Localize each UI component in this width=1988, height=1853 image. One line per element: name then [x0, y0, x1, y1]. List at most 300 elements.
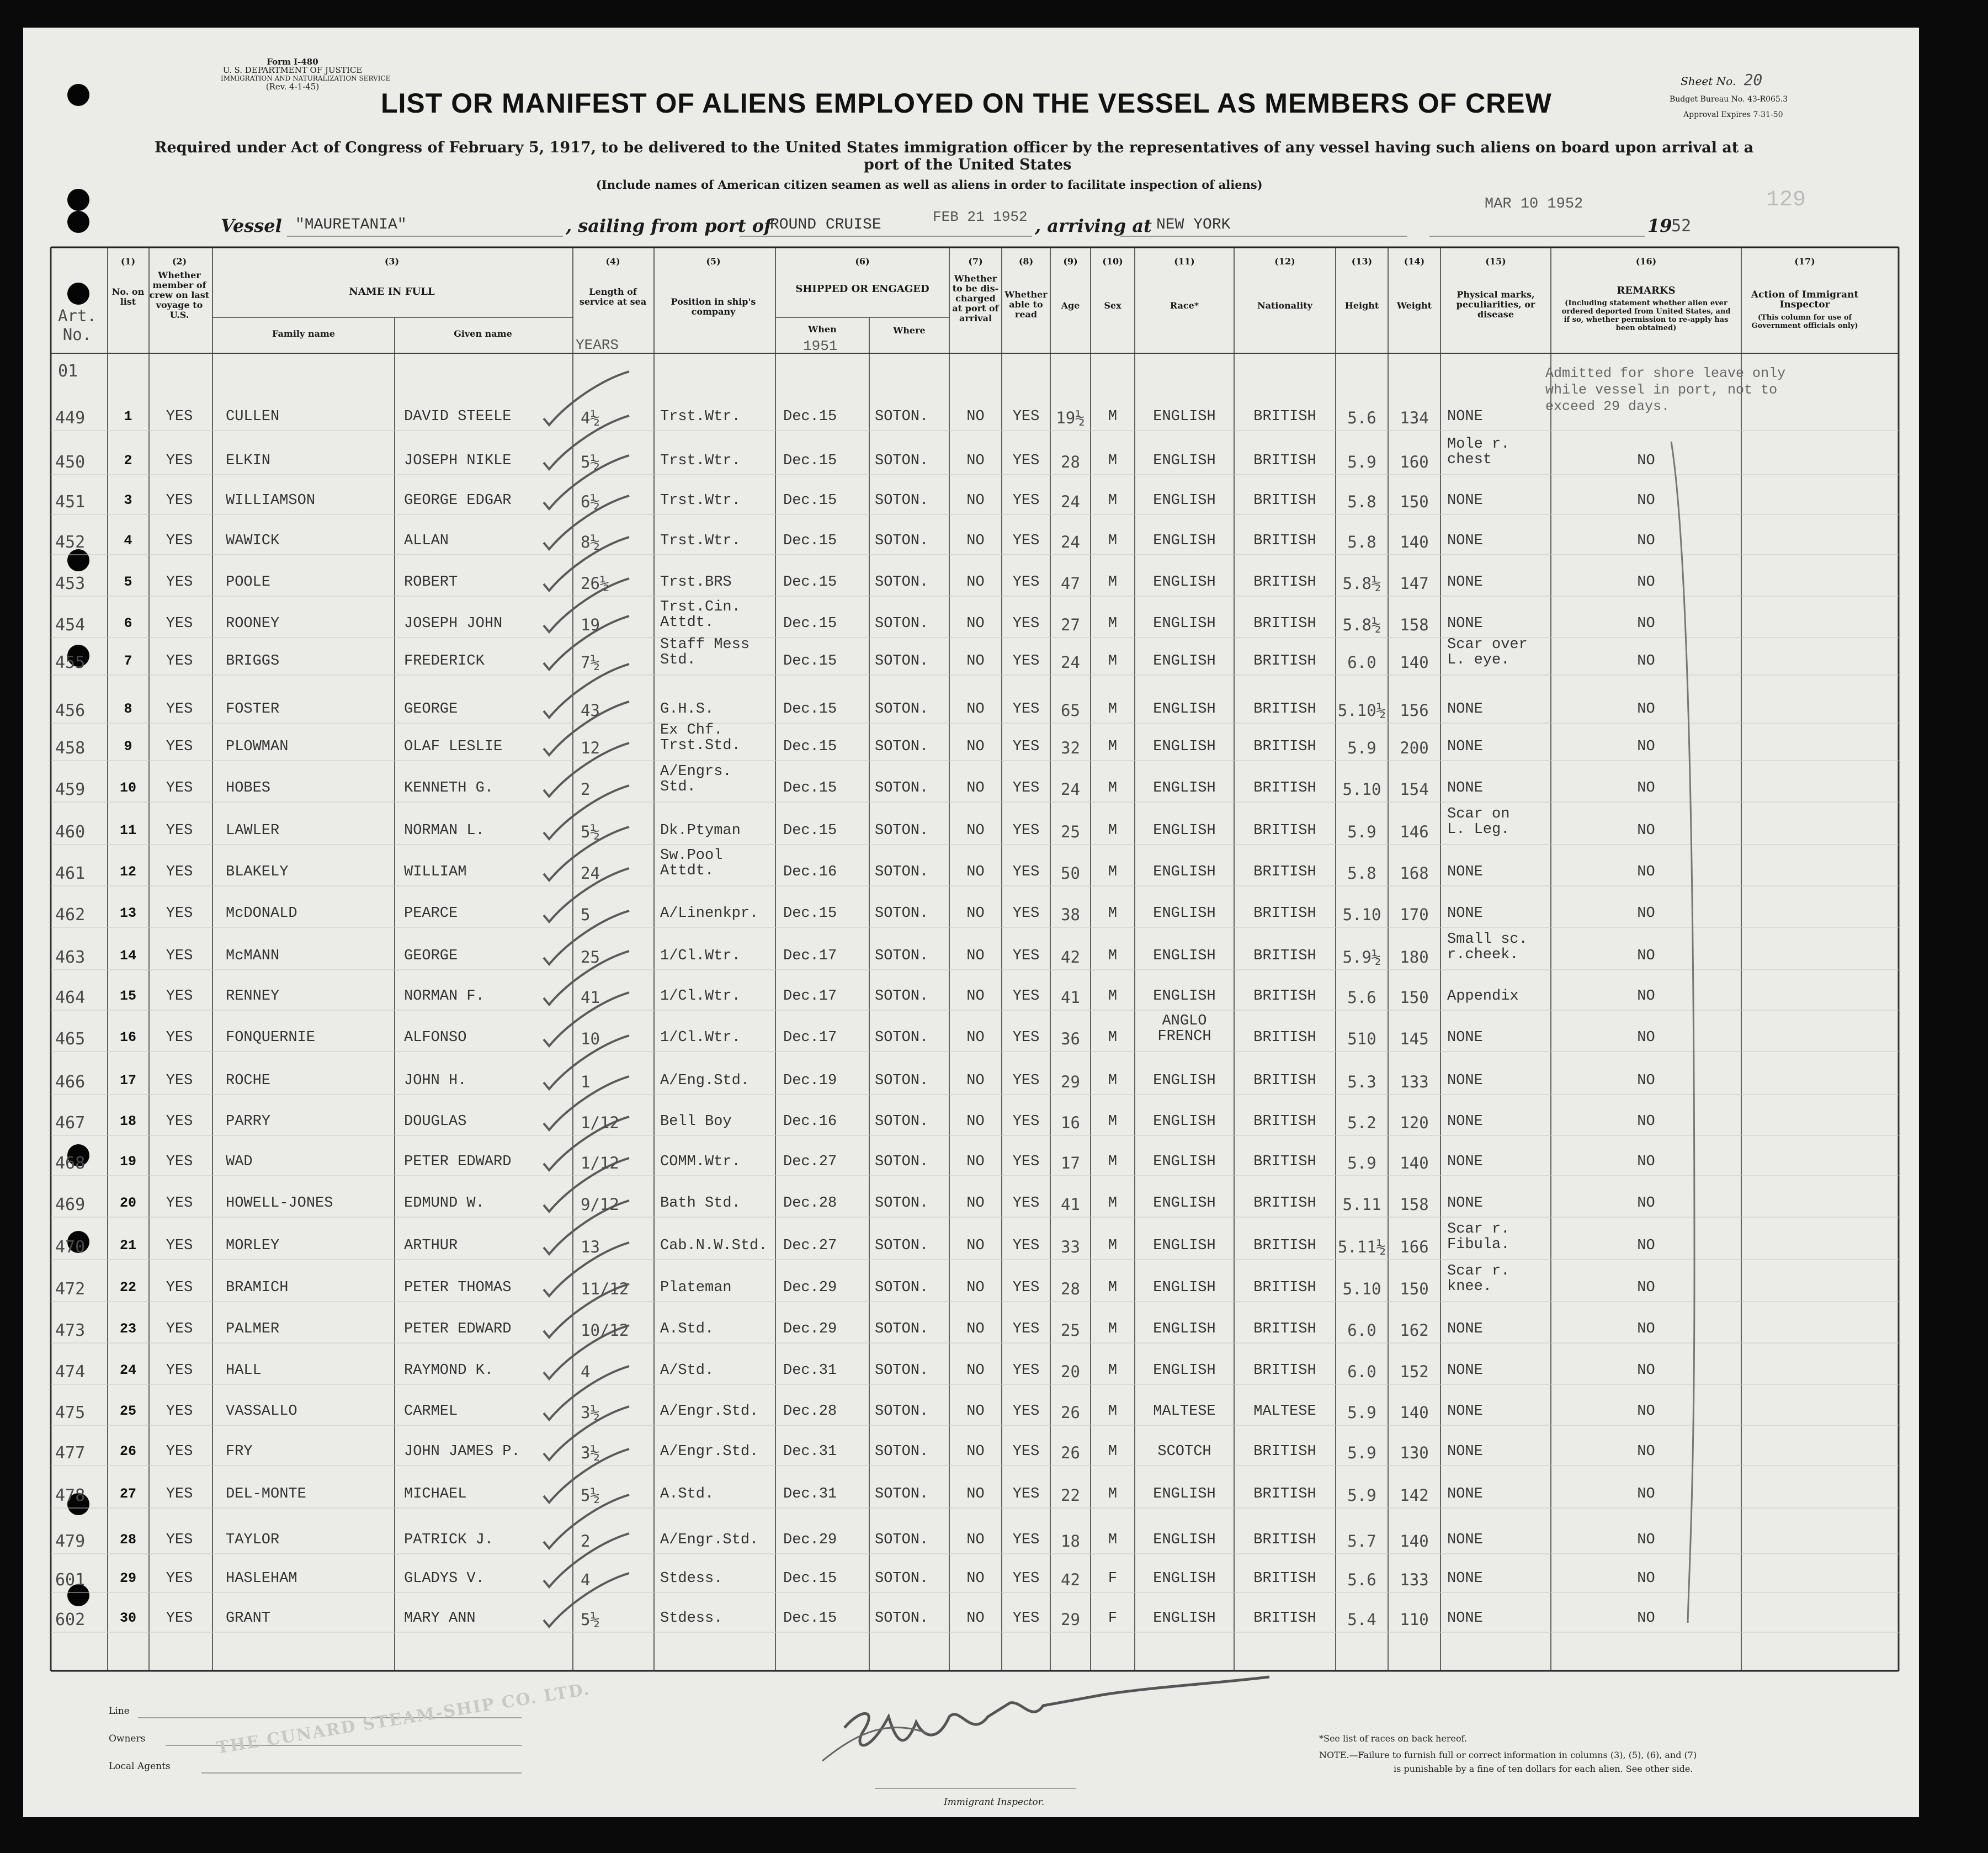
cell-nat: BRITISH: [1253, 653, 1316, 670]
cell-disch: NO: [966, 1238, 985, 1254]
cell-family: PLOWMAN: [226, 739, 289, 755]
cell-disch: NO: [966, 1279, 985, 1296]
cell-age: 42: [1061, 948, 1080, 967]
cell-race: ENGLISH: [1153, 822, 1216, 839]
cell-marks: NONE: [1447, 1154, 1483, 1170]
cell-years: 5: [581, 905, 591, 924]
cell-nat: BRITISH: [1253, 533, 1316, 549]
cell-height: 5.11½: [1337, 1238, 1386, 1256]
remarks-note-line-1: Admitted for shore leave only: [1545, 365, 1786, 381]
cell-age: 25: [1061, 822, 1080, 841]
cell-remarks: NO: [1637, 948, 1655, 964]
cell-years: 12: [581, 739, 600, 757]
cell-read: YES: [1012, 822, 1040, 839]
cell-years: 5½: [581, 822, 600, 841]
header-where: Where: [893, 325, 926, 336]
cell-position: Cab.N.W.Std.: [660, 1238, 768, 1254]
cell-race: ENGLISH: [1153, 1195, 1216, 1212]
cell-marks: NONE: [1447, 574, 1483, 591]
year-value: 52: [1671, 216, 1692, 236]
cell-position: 1/Cl.Wtr.: [660, 988, 741, 1005]
cell-family: ROCHE: [226, 1072, 271, 1089]
cell-remarks: NO: [1637, 615, 1655, 632]
cell-family: McMANN: [226, 948, 280, 964]
header-col10-number: (10): [1102, 256, 1123, 267]
cell-crew: YES: [166, 533, 193, 549]
cell-race: ENGLISH: [1153, 988, 1216, 1005]
cell-where: SOTON.: [875, 822, 929, 839]
cell-family: BRAMICH: [226, 1279, 289, 1296]
cell-read: YES: [1012, 1029, 1040, 1046]
cell-sex: M: [1108, 1362, 1118, 1379]
cell-read: YES: [1012, 701, 1040, 718]
cell-crew: YES: [166, 408, 193, 425]
cell-read: YES: [1012, 1279, 1040, 1296]
page-title: LIST OR MANIFEST OF ALIENS EMPLOYED ON THE VESSEL AS MEMBERS OF CREW: [381, 88, 1552, 119]
cell-given: MICHAEL: [404, 1486, 467, 1502]
cell-marks: NONE: [1447, 1321, 1483, 1337]
header-col9: Age: [1061, 300, 1080, 311]
cell-given: ALFONSO: [404, 1029, 467, 1046]
cell-read: YES: [1012, 1195, 1040, 1212]
cell-height: 5.9: [1347, 1443, 1376, 1462]
cell-when: Dec.16: [783, 864, 837, 880]
cell-years: 3½: [581, 1443, 600, 1462]
cell-when: Dec.15: [783, 822, 837, 839]
cell-given: MARY ANN: [404, 1610, 476, 1627]
cell-age: 18: [1061, 1532, 1080, 1551]
cell-given: OLAF LESLIE: [404, 739, 503, 755]
cell-family: ELKIN: [226, 453, 271, 469]
cell-crew: YES: [166, 1154, 193, 1170]
cell-when: Dec.15: [783, 905, 837, 922]
cell-crew: YES: [166, 988, 193, 1005]
cell-height: 5.11: [1342, 1195, 1381, 1214]
cell-nat: BRITISH: [1253, 1486, 1316, 1502]
cell-where: SOTON.: [875, 533, 929, 549]
cell-years: 4: [581, 1570, 591, 1589]
cell-sex: M: [1108, 864, 1118, 880]
cell-disch: NO: [966, 822, 985, 839]
cell-disch: NO: [966, 574, 985, 591]
cell-disch: NO: [966, 1195, 985, 1212]
cell-marks: NONE: [1447, 1029, 1483, 1046]
cell-disch: NO: [966, 492, 985, 509]
cell-sex: M: [1108, 1154, 1118, 1170]
cell-position-line2: Attdt.: [660, 863, 714, 879]
cell-position: A/Std.: [660, 1362, 714, 1379]
cell-art: 459: [55, 780, 86, 799]
cell-position: Trst.Wtr.: [660, 453, 741, 469]
cell-no: 29: [119, 1570, 136, 1586]
cell-art: 452: [55, 533, 86, 552]
arrival-port: NEW YORK: [1156, 216, 1231, 233]
cell-weight: 158: [1400, 615, 1429, 634]
cell-sex: M: [1108, 1321, 1118, 1337]
year-label: 19: [1647, 215, 1672, 236]
cell-no: 3: [124, 492, 132, 508]
cell-art: 478: [55, 1486, 86, 1505]
header-col3-number: (3): [384, 256, 400, 267]
art-prefix: 01: [58, 362, 78, 381]
footer-note-2: NOTE.—Failure to furnish full or correct information in columns (3), (5), (6), and (7): [1319, 1750, 1697, 1760]
cell-race: ENGLISH: [1153, 408, 1216, 425]
cell-disch: NO: [966, 864, 985, 880]
cell-race: ENGLISH: [1153, 453, 1216, 469]
cell-weight: 140: [1400, 1154, 1429, 1172]
cell-art: 601: [55, 1570, 86, 1590]
cell-height: 5.9: [1347, 739, 1376, 757]
cell-position: Trst.Wtr.: [660, 408, 741, 425]
cell-height: 5.7: [1347, 1532, 1376, 1551]
arrival-date-stamp: MAR 10 1952: [1485, 196, 1583, 213]
cell-position: Staff Mess: [660, 636, 750, 653]
header-col8-number: (8): [1018, 256, 1034, 267]
vessel-label: Vessel: [221, 215, 282, 236]
cell-years: 26½: [581, 574, 610, 593]
cell-family: FRY: [226, 1443, 253, 1460]
cell-where: SOTON.: [875, 1029, 929, 1046]
cell-crew: YES: [166, 1195, 193, 1212]
cell-marks: NONE: [1447, 492, 1483, 509]
cell-remarks: NO: [1637, 739, 1655, 755]
cell-when: Dec.16: [783, 1113, 837, 1130]
cell-years: 6½: [581, 492, 600, 511]
cell-art: 468: [55, 1154, 86, 1173]
header-col13-number: (13): [1351, 256, 1373, 267]
cell-when: Dec.17: [783, 988, 837, 1005]
cell-disch: NO: [966, 780, 985, 797]
sheet-number: 20: [1744, 71, 1763, 89]
cell-marks: NONE: [1447, 1610, 1483, 1627]
cell-race: ENGLISH: [1153, 615, 1216, 632]
cell-remarks: NO: [1637, 822, 1655, 839]
cell-disch: NO: [966, 1610, 985, 1627]
cell-crew: YES: [166, 1321, 193, 1337]
cell-years: 41: [581, 988, 600, 1007]
cell-given: CARMEL: [404, 1403, 458, 1420]
cell-age: 50: [1061, 864, 1080, 883]
cell-when: Dec.31: [783, 1486, 837, 1502]
cell-age: 65: [1061, 701, 1080, 720]
budget-bureau-no: Budget Bureau No. 43-R065.3: [1670, 95, 1788, 104]
cell-sex: M: [1108, 739, 1118, 755]
cell-age: 29: [1061, 1610, 1080, 1629]
cell-family: GRANT: [226, 1610, 271, 1627]
cell-age: 26: [1061, 1403, 1080, 1422]
cell-race: ENGLISH: [1153, 1532, 1216, 1548]
cell-when: Dec.28: [783, 1403, 837, 1420]
header-col8: Whether able to read: [1004, 289, 1048, 320]
cell-art: 461: [55, 864, 86, 883]
cell-when: Dec.15: [783, 1610, 837, 1627]
cell-no: 11: [119, 822, 136, 838]
cell-marks: NONE: [1447, 1403, 1483, 1420]
cell-years: 8½: [581, 533, 600, 551]
cell-position: 1/Cl.Wtr.: [660, 1029, 741, 1046]
remarks-note-line-2: while vessel in port, not to: [1545, 382, 1778, 398]
cell-height: 5.4: [1347, 1610, 1376, 1629]
form-revision: (Rev. 4-1-45): [265, 82, 320, 92]
cell-marks: NONE: [1447, 1486, 1483, 1502]
cell-marks-line2: knee.: [1447, 1278, 1492, 1295]
cell-given: WILLIAM: [404, 864, 467, 880]
cell-read: YES: [1012, 1532, 1040, 1548]
cell-remarks: NO: [1637, 905, 1655, 922]
cell-no: 8: [124, 701, 132, 717]
cell-age: 28: [1061, 453, 1080, 471]
cell-family: RENNEY: [226, 988, 280, 1005]
cell-position: A.Std.: [660, 1486, 714, 1502]
cell-nat: BRITISH: [1253, 701, 1316, 718]
cell-age: 41: [1061, 988, 1080, 1007]
cell-read: YES: [1012, 1403, 1040, 1420]
cell-nat: BRITISH: [1253, 905, 1316, 922]
cell-remarks: NO: [1637, 1486, 1655, 1502]
cell-remarks: NO: [1637, 1570, 1655, 1587]
cell-read: YES: [1012, 533, 1040, 549]
cell-when: Dec.15: [783, 492, 837, 509]
header-col4-unit: YEARS: [576, 337, 619, 353]
cell-sex: M: [1108, 1029, 1118, 1046]
cell-race: ENGLISH: [1153, 1238, 1216, 1254]
form-department: U. S. DEPARTMENT OF JUSTICE: [222, 65, 363, 75]
cell-years: 2: [581, 1532, 591, 1551]
sheet-label: Sheet No.: [1681, 75, 1736, 88]
cell-no: 28: [119, 1532, 136, 1548]
cell-no: 25: [119, 1403, 136, 1419]
cell-family: McDONALD: [226, 905, 297, 922]
cell-disch: NO: [966, 1443, 985, 1460]
cell-family: DEL-MONTE: [226, 1486, 306, 1502]
cell-when: Dec.15: [783, 533, 837, 549]
cell-position: Ex Chf.: [660, 722, 723, 739]
cell-where: SOTON.: [875, 739, 929, 755]
cell-family: TAYLOR: [226, 1532, 280, 1548]
cell-family: BLAKELY: [226, 864, 289, 880]
cell-remarks: NO: [1637, 1403, 1655, 1420]
cell-age: 28: [1061, 1279, 1080, 1298]
cell-disch: NO: [966, 1072, 985, 1089]
cell-years: 10/12: [581, 1321, 629, 1340]
cell-age: 20: [1061, 1362, 1080, 1381]
cell-height: 5.6: [1347, 1570, 1376, 1589]
cell-marks: NONE: [1447, 1362, 1483, 1379]
cell-nat: BRITISH: [1253, 1238, 1316, 1254]
cell-weight: 142: [1400, 1486, 1429, 1505]
cell-race: ENGLISH: [1153, 1279, 1216, 1296]
cell-crew: YES: [166, 780, 193, 797]
cell-art: 463: [55, 948, 86, 967]
cell-read: YES: [1012, 1321, 1040, 1337]
cell-disch: NO: [966, 1154, 985, 1170]
cell-no: 12: [119, 864, 136, 880]
cell-age: 24: [1061, 492, 1080, 511]
inspector-label: Immigrant Inspector.: [944, 1797, 1045, 1808]
cell-no: 26: [119, 1443, 136, 1459]
cell-remarks: NO: [1637, 492, 1655, 509]
cell-no: 18: [119, 1113, 136, 1129]
cell-marks: Scar r.: [1447, 1263, 1510, 1279]
cell-sex: M: [1108, 615, 1118, 632]
cell-height: 5.2: [1347, 1113, 1376, 1132]
cell-art: 460: [55, 822, 86, 842]
cell-years: 1: [581, 1072, 591, 1091]
cell-nat: BRITISH: [1253, 948, 1316, 964]
cell-position: A/Linenkpr.: [660, 905, 759, 922]
footer-note-3: is punishable by a fine of ten dollars for each alien. See other side.: [1394, 1764, 1693, 1774]
cell-family: PALMER: [226, 1321, 280, 1337]
cell-years: 5½: [581, 453, 600, 471]
cell-years: 10: [581, 1029, 600, 1048]
cell-age: 32: [1061, 739, 1080, 757]
cell-sex: F: [1108, 1610, 1118, 1627]
cell-crew: YES: [166, 653, 193, 670]
cell-height: 5.10: [1342, 1279, 1381, 1298]
cell-art: 464: [55, 988, 86, 1007]
subtitle-line-1: Required under Act of Congress of February 5, 1917, to be delivered to the United States immigration officer by the representatives of any vessel having such aliens on board upon arrival at a: [155, 139, 1754, 156]
cell-race: SCOTCH: [1157, 1443, 1211, 1460]
cell-where: SOTON.: [875, 1279, 929, 1296]
cell-weight: 145: [1400, 1029, 1429, 1048]
cell-marks: NONE: [1447, 905, 1483, 922]
cell-given: NORMAN F.: [404, 988, 485, 1005]
header-when-year: 1951: [803, 338, 838, 354]
cell-art: 472: [55, 1279, 86, 1299]
cell-race: ENGLISH: [1153, 948, 1216, 964]
cell-height: 5.6: [1347, 408, 1376, 427]
cell-art: 466: [55, 1072, 86, 1092]
footer-owners-label: Owners: [109, 1733, 146, 1744]
cell-family: BRIGGS: [226, 653, 280, 670]
cell-no: 5: [124, 574, 132, 590]
cell-family: LAWLER: [226, 822, 280, 839]
sailing-label: , sailing from port of: [566, 215, 772, 236]
form-service: IMMIGRATION AND NATURALIZATION SERVICE: [221, 75, 391, 82]
cell-read: YES: [1012, 408, 1040, 425]
cell-race-line2: FRENCH: [1157, 1028, 1211, 1045]
cell-when: Dec.15: [783, 453, 837, 469]
cell-position: Sw.Pool: [660, 847, 723, 864]
cell-given: PEARCE: [404, 905, 458, 922]
cell-height: 5.8½: [1342, 615, 1381, 634]
cell-when: Dec.27: [783, 1154, 837, 1170]
cell-when: Dec.15: [783, 615, 837, 632]
cell-given: JOSEPH NIKLE: [404, 453, 512, 469]
cell-race: ENGLISH: [1153, 905, 1216, 922]
cell-art: 467: [55, 1113, 86, 1133]
cell-family: VASSALLO: [226, 1403, 297, 1420]
cell-given: GEORGE: [404, 701, 458, 718]
cell-read: YES: [1012, 1154, 1040, 1170]
cell-height: 5.8: [1347, 533, 1376, 551]
cell-nat: BRITISH: [1253, 864, 1316, 880]
cell-position: Trst.BRS: [660, 574, 732, 591]
sailing-date-stamp: FEB 21 1952: [933, 209, 1028, 225]
cell-race: ENGLISH: [1153, 1113, 1216, 1130]
cell-read: YES: [1012, 1238, 1040, 1254]
cell-marks-line2: L. Leg.: [1447, 821, 1510, 838]
cell-height: 510: [1347, 1029, 1376, 1048]
cell-remarks: NO: [1637, 1279, 1655, 1296]
cell-marks-line2: chest: [1447, 452, 1492, 468]
cell-no: 19: [119, 1154, 136, 1170]
cell-height: 6.0: [1347, 1321, 1376, 1340]
cell-age: 24: [1061, 653, 1080, 672]
cell-marks: NONE: [1447, 615, 1483, 632]
cell-weight: 150: [1400, 988, 1429, 1007]
cell-disch: NO: [966, 408, 985, 425]
cell-weight: 170: [1400, 905, 1429, 924]
cell-given: KENNETH G.: [404, 780, 494, 797]
cell-family: POOLE: [226, 574, 271, 591]
cell-no: 17: [119, 1072, 136, 1089]
form-number: Form I-480: [267, 57, 318, 67]
cell-given: FREDERICK: [404, 653, 485, 670]
cell-remarks: NO: [1637, 701, 1655, 718]
cell-read: YES: [1012, 780, 1040, 797]
header-col11: Race*: [1170, 300, 1199, 311]
cell-sex: M: [1108, 1238, 1118, 1254]
cell-marks: Appendix: [1447, 988, 1519, 1005]
cell-race: ENGLISH: [1153, 780, 1216, 797]
cell-nat: BRITISH: [1253, 1570, 1316, 1587]
cell-marks: NONE: [1447, 1072, 1483, 1089]
cell-remarks: NO: [1637, 1154, 1655, 1170]
cell-given: PETER EDWARD: [404, 1321, 512, 1337]
cell-weight: 140: [1400, 1403, 1429, 1422]
cell-given: ALLAN: [404, 533, 449, 549]
cell-remarks: NO: [1637, 1610, 1655, 1627]
cell-given: DOUGLAS: [404, 1113, 467, 1130]
header-col16: REMARKS: [1617, 285, 1676, 296]
cell-age: 26: [1061, 1443, 1080, 1462]
arriving-label: , arriving at: [1035, 215, 1152, 236]
header-col10: Sex: [1104, 300, 1121, 311]
cell-height: 5.10½: [1337, 701, 1386, 720]
cell-crew: YES: [166, 453, 193, 469]
cell-disch: NO: [966, 615, 985, 632]
cell-disch: NO: [966, 739, 985, 755]
cell-nat: BRITISH: [1253, 1113, 1316, 1130]
cell-weight: 180: [1400, 948, 1429, 967]
cell-where: SOTON.: [875, 988, 929, 1005]
cell-age: 42: [1061, 1570, 1080, 1589]
cell-read: YES: [1012, 1570, 1040, 1587]
cell-when: Dec.15: [783, 574, 837, 591]
cell-art: 469: [55, 1195, 86, 1214]
cell-height: 5.6: [1347, 988, 1376, 1007]
cell-weight: 162: [1400, 1321, 1429, 1340]
cell-read: YES: [1012, 1113, 1040, 1130]
cell-weight: 168: [1400, 864, 1429, 883]
cell-weight: 160: [1400, 453, 1429, 471]
stamp-number: 129: [1766, 188, 1806, 213]
cell-art: 477: [55, 1443, 86, 1463]
header-col6: SHIPPED OR ENGAGED: [795, 283, 929, 295]
cell-crew: YES: [166, 739, 193, 755]
cell-nat: BRITISH: [1253, 1029, 1316, 1046]
cell-no: 2: [124, 453, 132, 469]
cell-nat: BRITISH: [1253, 574, 1316, 591]
header-col5: Position in ship's company: [671, 296, 756, 317]
cell-where: SOTON.: [875, 905, 929, 922]
cell-remarks: NO: [1637, 1113, 1655, 1130]
cell-given: PETER EDWARD: [404, 1154, 512, 1170]
cell-when: Dec.17: [783, 1029, 837, 1046]
cell-disch: NO: [966, 1362, 985, 1379]
cell-art: 455: [55, 653, 86, 672]
